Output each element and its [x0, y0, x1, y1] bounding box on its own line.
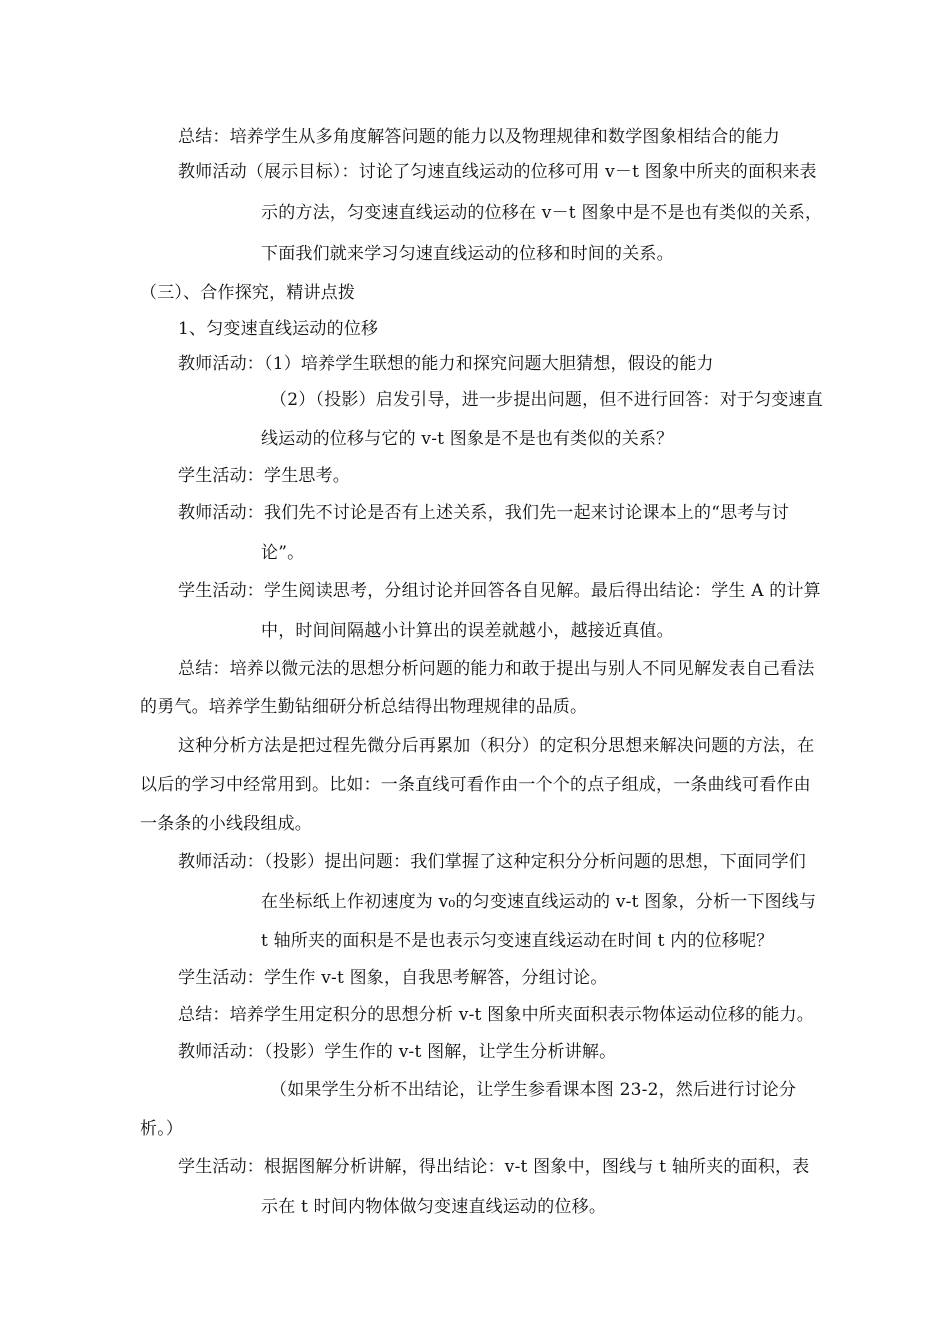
student-activity-1: 学生活动：学生思考。: [178, 466, 350, 486]
student-activity-3: 学生活动：学生作 v-t 图象，自我思考解答，分组讨论。: [178, 968, 608, 988]
teacher-activity-goal-line-1: 教师活动（展示目标）：讨论了匀速直线运动的位移可用 v－t 图象中所夹的面积来表: [178, 162, 817, 182]
teacher-activity-line-3: 线运动的位移与它的 v-t 图象是不是也有类似的关系？: [261, 429, 674, 449]
method-paragraph-line-3: 一条条的小线段组成。: [140, 814, 312, 834]
method-paragraph-line-1: 这种分析方法是把过程先微分后再累加（积分）的定积分思想来解决问题的方法，在: [178, 736, 815, 756]
teacher-activity-goal-line-3: 下面我们就来学习匀速直线运动的位移和时间的关系。: [261, 244, 674, 264]
student-activity-2-line-1: 学生活动：学生阅读思考，分组讨论并回答各自见解。最后得出结论：学生 A 的计算: [178, 581, 821, 601]
teacher-activity-goal-line-2: 示的方法，匀变速直线运动的位移在 v－t 图象中是不是也有类似的关系，: [261, 203, 823, 223]
student-activity-4-line-2: 示在 t 时间内物体做匀变速直线运动的位移。: [261, 1197, 607, 1217]
teacher-activity-line-2: （2）（投影）启发引导，进一步提出问题，但不进行回答：对于匀变速直: [270, 390, 823, 410]
section-heading-3: （三）、合作探究，精讲点拨: [140, 283, 356, 303]
summary-paragraph-1: 总结：培养学生从多角度解答问题的能力以及物理规律和数学图象相结合的能力: [178, 127, 780, 147]
teacher-activity-line-1: 教师活动：（1）培养学生联想的能力和探究问题大胆猜想，假设的能力: [178, 354, 714, 374]
teacher-activity-question-line-1: 教师活动：（投影）提出问题：我们掌握了这种定积分分析问题的思想，下面同学们: [178, 852, 806, 872]
teacher-activity-discussion-line-1: 教师活动：我们先不讨论是否有上述关系，我们先一起来讨论课本上的“思考与讨: [178, 503, 789, 523]
teacher-activity-projection: 教师活动：（投影）学生作的 v-t 图解，让学生分析讲解。: [178, 1042, 617, 1062]
method-paragraph-line-2: 以后的学习中经常用到。比如：一条直线可看作由一个个的点子组成，一条曲线可看作由: [140, 775, 811, 795]
summary-paragraph-2-line-1: 总结：培养以微元法的思想分析问题的能力和敢于提出与别人不同见解发表自己看法: [178, 659, 815, 679]
subsection-heading-1: 1、匀变速直线运动的位移: [178, 319, 379, 339]
note-paragraph-line-1: （如果学生分析不出结论，让学生参看课本图 23-2，然后进行讨论分: [270, 1080, 797, 1100]
student-activity-4-line-1: 学生活动：根据图解分析讲解，得出结论：v-t 图象中，图线与 t 轴所夹的面积，表: [178, 1157, 810, 1177]
teacher-activity-discussion-line-2: 论”。: [261, 543, 305, 563]
summary-paragraph-2-line-2: 的勇气。培养学生勤钻细研分析总结得出物理规律的品质。: [140, 697, 588, 717]
student-activity-2-line-2: 中，时间间隔越小计算出的误差就越小，越接近真值。: [261, 621, 674, 641]
note-paragraph-line-2: 析。）: [140, 1119, 184, 1139]
teacher-activity-question-line-3: t 轴所夹的面积是不是也表示匀变速直线运动在时间 t 内的位移呢？: [261, 931, 774, 951]
summary-paragraph-3: 总结：培养学生用定积分的思想分析 v-t 图象中所夹面积表示物体运动位移的能力。: [178, 1005, 814, 1025]
teacher-activity-question-line-2: 在坐标纸上作初速度为 v₀的匀变速直线运动的 v-t 图象，分析一下图线与: [261, 892, 817, 912]
